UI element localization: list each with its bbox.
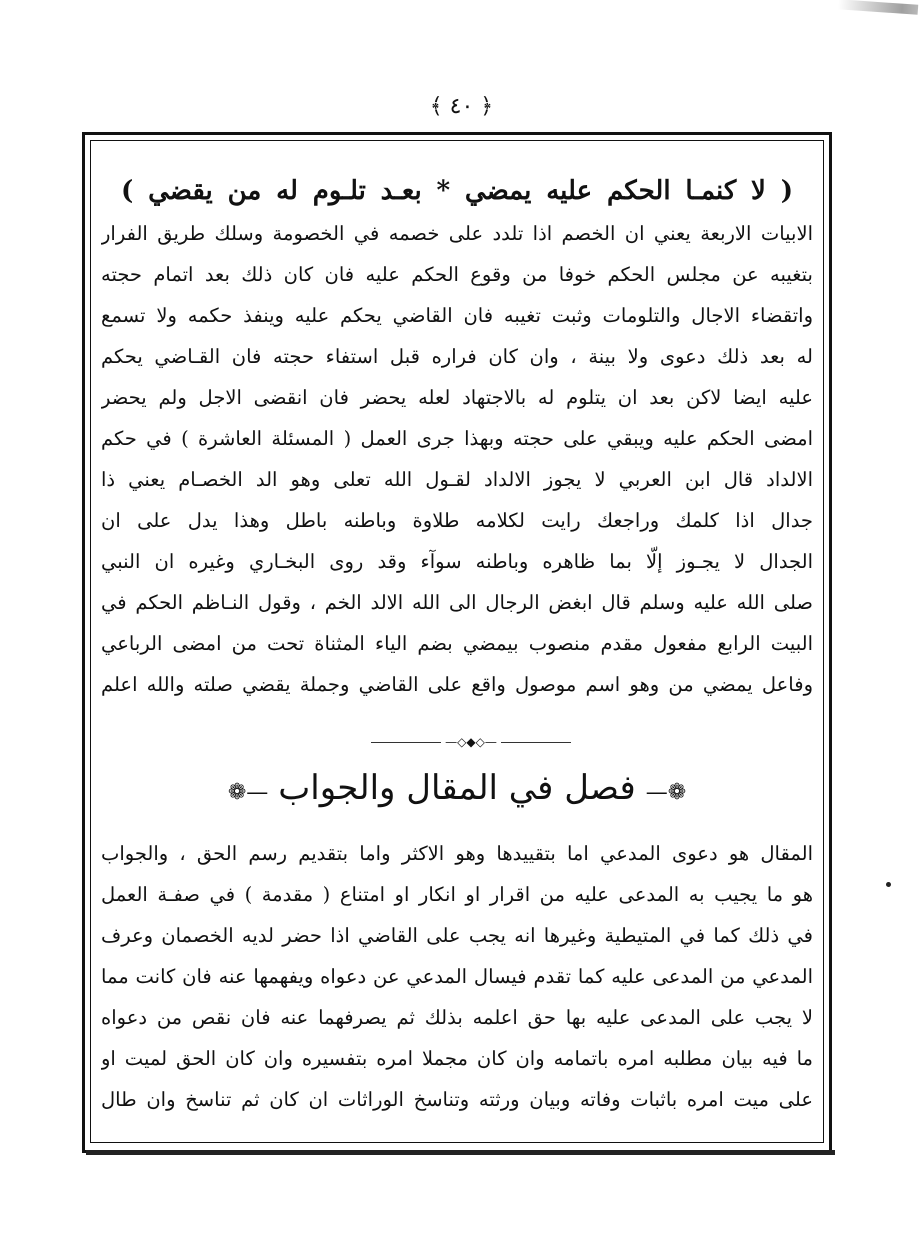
text-line: بتغيبه عن مجلس الحكم خوفا من وقوع الحكم عليه فان كان ذلك بعد اتمام حجته [101,263,813,286]
page-number: ﴿ ٤٠ ﴾ [429,94,494,119]
heading-ornament-left-icon: —❁ [227,780,269,805]
text-line: امضى الحكم عليه ويبقي على حجته وبهذا جرى العمل ( المسئلة العاشرة ) في حكم [101,427,813,450]
text-line: على ميت امره باثبات وفاته وبيان ورثته وتناسخ الوراثات ان كان ثم تناسخ وان طال [101,1088,813,1111]
heading-ornament-right-icon: ❁— [645,780,687,805]
divider-ornament-icon: —◇◆◇— [441,734,501,750]
section-heading [101,753,813,823]
verse-line: ( لا كنمـا الحكم عليه يمضي * بعـد تلـوم له من يقضي ) [121,176,793,206]
text-line: في ذلك كما في المتيطية وغيرها انه يجب على القاضي اذا حضر لديه الخصمان وعرف [101,924,813,947]
text-line: واتقضاء الاجال والتلومات وثبت تغيبه فان القاضي يحكم عليه وينفذ حكمه ولا تسمع [101,304,813,327]
text-line: وفاعل يمضي من وهو اسم موصول واقع على القاضي وجملة يقضي صلته والله اعلم [101,673,813,696]
page-frame [90,140,824,1143]
text-line: عليه ايضا لاكن بعد ان يتلوم له بالاجتهاد لعله يحضر فان انقضى الاجل ولم يحضر [101,386,813,409]
text-line: لا يجب على المدعى عليه بها حق اعلمه بذلك ثم يصرفهما عنه فان نقص من دعواه [101,1006,813,1029]
text-line: صلى الله عليه وسلم قال ابغض الرجال الى الله الالد الخم ، وقول النـاظم الحكم في [101,591,813,614]
text-line: ما فيه بيان مطلبه امره باتمامه وان كان مجملا امره بتفسيره وان كان الحق لميت او [101,1047,813,1070]
page-content [101,141,813,1142]
text-line: جدال اذا كلمك وراجعك رايت لكلامه طلاوة وباطنه باطل وهذا يدل على ان [101,509,813,532]
text-line: المدعي من المدعى عليه كما تقدم فيسال المدعي عن دعواه ويفهمها عنه فان كانت مما [101,965,813,988]
text-line: المقال هو دعوى المدعي اما بتقييدها وهو الاكثر واما بتقديم رسم الحق ، والجواب [101,842,813,865]
stray-mark [886,882,891,887]
text-line: له بعد ذلك دعوى ولا بينة ، وان كان فراره قبل استفاء حجته فان القـاضي يحكم [101,345,813,368]
text-line: الجدال لا يجـوز إلّا بما ظاهره وباطنه سوآء وقد روى البخـاري وغيره ان النبي [101,550,813,573]
scan-artifact [838,0,919,15]
section-title: فصل في المقال والجواب [278,768,636,808]
text-line: الالداد قال ابن العربي لا يجوز الالداد لقـول الله تعلى وهو الد الخصـام يعني ذا [101,468,813,491]
text-line: الابيات الاربعة يعني ان الخصم اذا تلدد على خصمه في الخصومة وسلك طريق الفرار [101,222,813,245]
text-line: هو ما يجيب به المدعى عليه من اقرار او انكار او امتناع ( مقدمة ) في صفـة العمل [101,883,813,906]
page-frame-shadow [86,1150,835,1155]
text-line: البيت الرابع مفعول مقدم منصوب بيمضي بضم الياء المثناة تحت من امضى الرباعي [101,632,813,655]
